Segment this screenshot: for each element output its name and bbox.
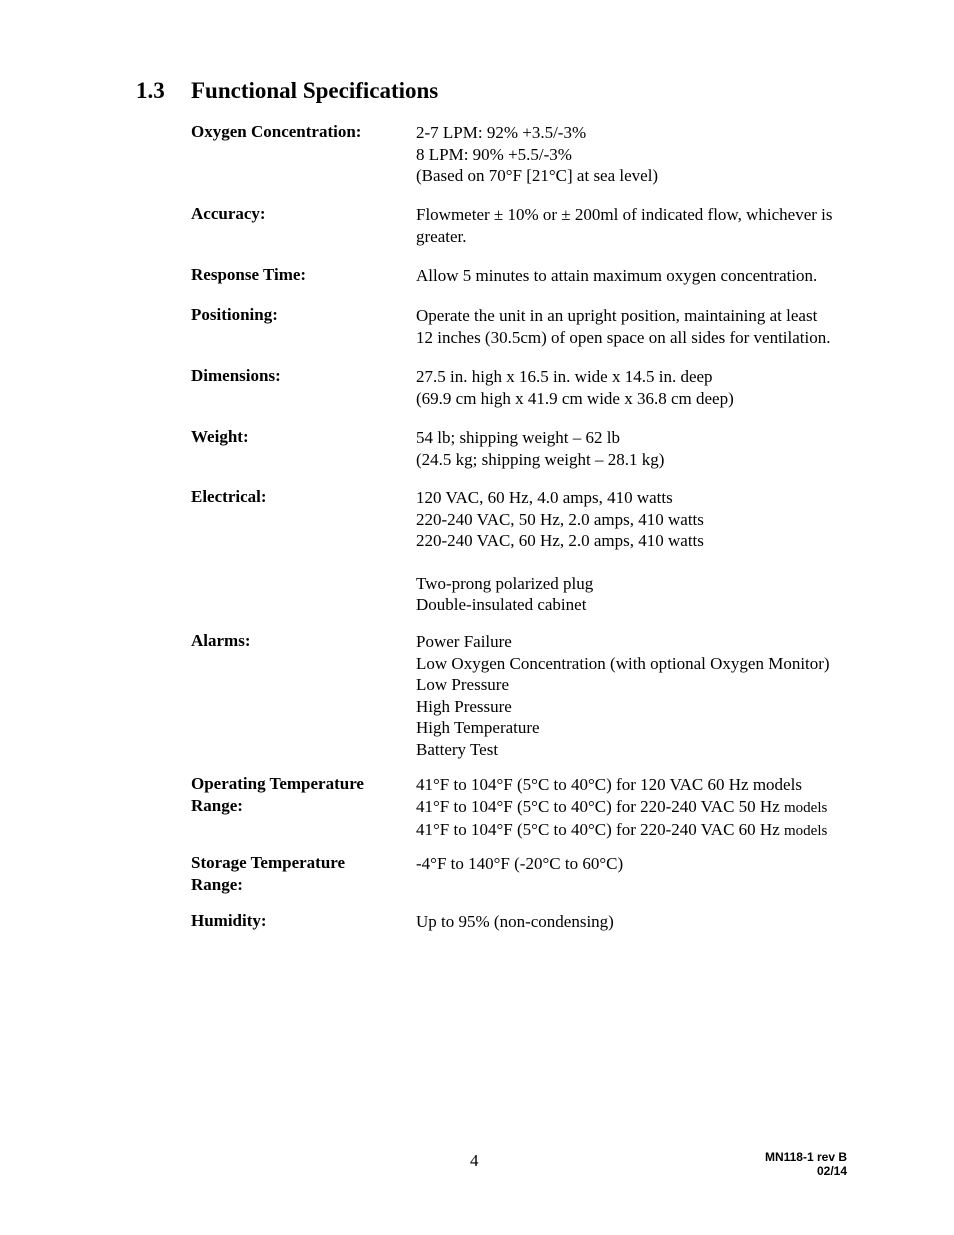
alarm-item: Low Oxygen Concentration (with optional Oxygen Monitor) <box>416 653 830 673</box>
revision-block <box>765 1150 847 1178</box>
spacer <box>416 552 886 573</box>
spec-line: Allow 5 minutes to attain maximum oxygen concentration. <box>416 266 818 285</box>
spec-label-weight: Weight: <box>191 427 249 446</box>
section-title: Functional Specifications <box>191 78 439 103</box>
spec-label-positioning: Positioning: <box>191 305 278 324</box>
spec-line: Operate the unit in an upright position, maintaining at least <box>416 306 818 325</box>
spec-label-storage-temperature: Storage Temperature Range: <box>191 853 346 894</box>
page-number: 4 <box>470 1151 479 1170</box>
spec-value-dimensions <box>416 366 886 409</box>
spec-label-alarms: Alarms: <box>191 631 251 650</box>
section-number: 1.3 <box>136 78 165 103</box>
spec-value-weight <box>416 427 886 470</box>
spec-line: -4°F to 140°F (-20°C to 60°C) <box>416 854 624 873</box>
alarm-item: High Pressure <box>416 696 512 716</box>
spec-line: Up to 95% (non-condensing) <box>416 912 614 931</box>
spec-value-positioning <box>416 305 886 348</box>
alarm-item: Low Pressure <box>416 675 510 695</box>
spec-line: Double-insulated cabinet <box>416 595 587 615</box>
doc-code: MN118-1 rev B <box>764 1150 847 1164</box>
alarm-item: Battery Test <box>416 739 499 759</box>
spec-text: Flowmeter ± 10% or ± 200ml of indicated flow, whichever is greater. <box>416 205 833 246</box>
spec-label-dimensions: Dimensions: <box>191 366 281 385</box>
spec-line: Two-prong polarized plug <box>416 573 594 593</box>
spec-line: 27.5 in. high x 16.5 in. wide x 14.5 in. deep <box>416 367 713 386</box>
spec-label-oxygen: Oxygen Concentration: <box>191 122 362 141</box>
spec-line: 41°F to 104°F (5°C to 40°C) for 120 VAC 60 Hz models <box>416 775 802 794</box>
spec-line: 220-240 VAC, 50 Hz, 2.0 amps, 410 watts <box>416 509 704 529</box>
spec-value-humidity <box>416 911 886 933</box>
spec-value-oxygen <box>416 122 886 187</box>
spec-line: (69.9 cm high x 41.9 cm wide x 36.8 cm deep) <box>416 388 734 408</box>
spec-line: (24.5 kg; shipping weight – 28.1 kg) <box>416 449 665 469</box>
spec-value-electrical <box>416 487 886 616</box>
spec-line: 120 VAC, 60 Hz, 4.0 amps, 410 watts <box>416 488 673 507</box>
spec-value-storage-temperature <box>416 853 886 875</box>
spec-line: 12 inches (30.5cm) of open space on all sides for ventilation. <box>416 327 831 347</box>
section-heading <box>136 78 438 104</box>
spec-label-response-time: Response Time: <box>191 265 307 284</box>
spec-line: 41°F to 104°F (5°C to 40°C) for 220-240 VAC 60 Hz models <box>416 820 828 840</box>
spec-label-accuracy: Accuracy: <box>191 204 266 223</box>
spec-label-humidity: Humidity: <box>191 911 267 930</box>
spec-line: 2-7 LPM: 92% +3.5/-3% <box>416 123 587 142</box>
spec-value-accuracy <box>416 204 886 247</box>
spec-value-operating-temperature <box>416 774 886 843</box>
alarm-item: High Temperature <box>416 718 540 738</box>
spec-line: 54 lb; shipping weight – 62 lb <box>416 428 620 447</box>
spec-line: (Based on 70°F [21°C] at sea level) <box>416 166 659 186</box>
spec-value-alarms <box>416 631 886 761</box>
spec-label-operating-temperature: Operating Temperature Range: <box>191 774 364 815</box>
spec-label-electrical: Electrical: <box>191 487 267 506</box>
spec-line: 220-240 VAC, 60 Hz, 2.0 amps, 410 watts <box>416 531 704 551</box>
spec-line: 41°F to 104°F (5°C to 40°C) for 220-240 VAC 50 Hz models <box>416 796 828 816</box>
alarm-item: Power Failure <box>416 632 512 651</box>
doc-date: 02/14 <box>816 1164 847 1178</box>
spec-value-response-time <box>416 265 886 287</box>
spec-line: 8 LPM: 90% +5.5/-3% <box>416 144 572 164</box>
